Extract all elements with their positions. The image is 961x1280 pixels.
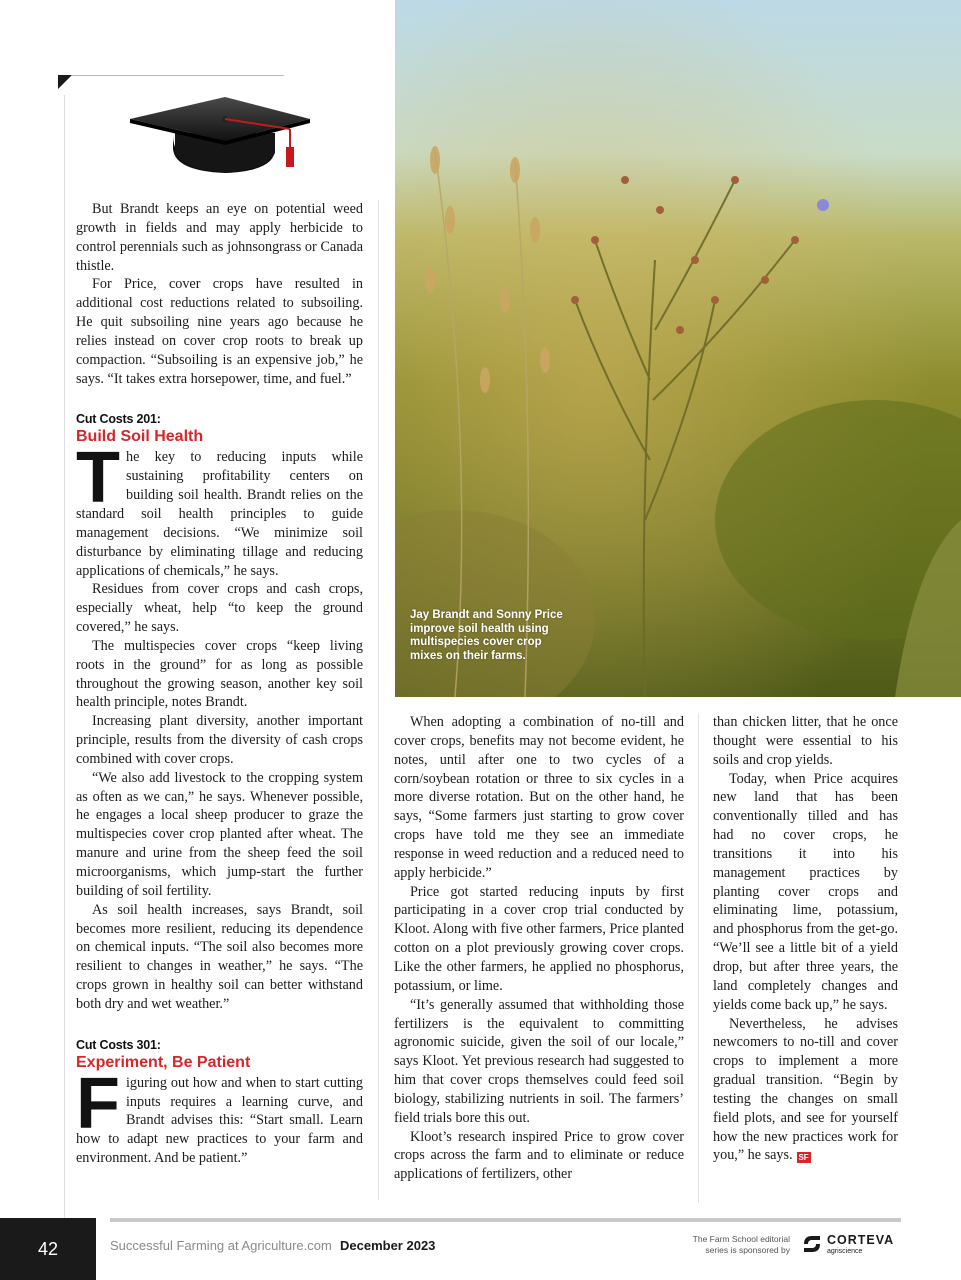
- publication-name: Successful Farming at Agriculture.com: [110, 1238, 332, 1253]
- end-mark-icon: SF: [798, 1153, 809, 1163]
- section-title: Build Soil Health: [76, 428, 204, 446]
- paragraph: When adopting a combination of no-till and cover crops, benefits may not become evident, he notes, until after one to two cycles of a corn/soybean rotation or three to six cycles in a more diverse rotation. But on the other hand, he says, “Some farmers just starting to grow cover crops have told me they see an immediate response in weed reduction and a reduced need to apply herbicide.”: [394, 714, 684, 881]
- paragraph: than chicken litter, that he once thought were essential to his soils and crop yields.: [713, 714, 898, 768]
- paragraph: Increasing plant diversity, another important principle, results from the diversity of cash crops combined with cover crops.: [76, 713, 363, 767]
- photo-caption: Jay Brandt and Sonny Price improve soil health using multispecies cover crop mixes on their farms.: [410, 609, 563, 662]
- section-kicker: Cut Costs 301:: [76, 1037, 161, 1052]
- hero-photo: [395, 0, 961, 697]
- issue-date: December 2023: [340, 1238, 436, 1253]
- section-experiment-be-patient: [76, 1038, 363, 1168]
- field-photo-image: [395, 0, 961, 697]
- brand-subtitle: agriscience: [827, 1248, 863, 1255]
- section-kicker: Cut Costs 201:: [76, 412, 161, 427]
- middle-column: [394, 713, 684, 1184]
- corteva-logo-icon: [800, 1232, 824, 1256]
- paragraph: The multispecies cover crops “keep living roots in the ground” for as long as possible throughout the growing season, another key soil health principle, notes Brandt.: [76, 637, 363, 711]
- corner-mark-top-left: [58, 75, 74, 91]
- page-number: 42: [0, 1218, 96, 1280]
- section-build-soil-health: [76, 412, 363, 1013]
- paragraph: “We also add livestock to the cropping system as often as we can,” he says. Whenever possible, he engages a local sheep producer to graze the multispecies cover crop planted after wheat. The manure and urine from the sheep feed the soil microorganisms, which jump-start the further building of soil fertility.: [76, 769, 363, 899]
- left-divider-rule: [378, 200, 379, 1200]
- lead-text: iguring out how and when to start cutting inputs requires a learning curve, and Brandt advises this: “Start small. Learn how to adapt new practices to your farm and environment. And be patient.”: [76, 1074, 363, 1167]
- drop-cap: T: [76, 438, 120, 519]
- paragraph: As soil health increases, says Brandt, soil becomes more resilient, reducing its dependence on chemical inputs. “The soil also becomes more resilient to changes in weather,” he says. “The crops grown in healthy soil can better withstand both dry and wet weather.”: [76, 901, 363, 1012]
- lead-text: he key to reducing inputs while sustaining profitability centers on building soil health. Brandt relies on the standard soil health principles to guide management decisions. “We minimize soil disturbance by eliminating tillage and reducing applications of chemicals,” he says.: [76, 449, 363, 579]
- paragraph: Price got started reducing inputs by first participating in a cover crop trial conducted by Kloot. Along with five other farmers, Price planted cotton on a plot previously growing cover crops. Like the other farmers, he applied no phosphorus, potassium, or lime.: [394, 883, 684, 994]
- paragraph: Residues from cover crops and cash crops, especially wheat, help “to keep the ground covered,” he says.: [76, 581, 363, 636]
- drop-cap: F: [76, 1063, 120, 1144]
- final-paragraph: Nevertheless, he advises newcomers to no-till and cover crops to implement a more gradual transition. “Begin by testing the changes on small field plots, and see for yourself how the new practices work for you,” he says.: [713, 1015, 898, 1164]
- sponsor-line-1: The Farm School editorial: [692, 1234, 790, 1244]
- left-column-rule: [64, 95, 65, 1220]
- paragraph: “It’s generally assumed that withholding those fertilizers is the equivalent to committing agronomic suicide, given the soil of our locale,” says Kloot. Yet previous research had suggested to him that cover crops themselves could feed soil biology, stabilizing nutrients in soil. The farmers’ field trials bore this out.: [394, 996, 684, 1126]
- paragraph: But Brandt keeps an eye on potential weed growth in fields and may apply herbicide to control perennials such as johnsongrass or Canada thistle.: [76, 201, 363, 274]
- right-column: [713, 713, 898, 1165]
- graduation-cap-icon: [125, 97, 310, 177]
- brand-name: CORTEVA: [827, 1233, 895, 1247]
- footer-rule: [110, 1218, 901, 1222]
- section-title: Experiment, Be Patient: [76, 1053, 251, 1071]
- paragraph: Kloot’s research inspired Price to grow cover crops across the farm and to eliminate or reduce applications of fertilizers, other: [394, 1128, 684, 1183]
- sponsor-note: [680, 1234, 790, 1256]
- mid-divider-rule: [698, 713, 699, 1203]
- left-column: [76, 200, 363, 1168]
- paragraph: For Price, cover crops have resulted in additional cost reductions related to subsoiling. He quit subsoiling nine years ago because he relies instead on cover crop roots to break up compaction. “Subsoiling is an expensive job,” he says. “It takes extra horsepower, time, and fuel.”: [76, 276, 363, 387]
- paragraph: Today, when Price acquires new land that has been conventionally tilled and has had no cover crops, he transitions it into his management practices by planting cover crops and eliminating lime, potassium, and phosphorus from the get-go. “We’ll see a little bit of a yield drop, but after three years, the land completely changes and yields come back up,” he says.: [713, 770, 898, 1013]
- sponsor-line-2: series is sponsored by: [705, 1245, 790, 1255]
- top-dotted-rule: [72, 75, 284, 76]
